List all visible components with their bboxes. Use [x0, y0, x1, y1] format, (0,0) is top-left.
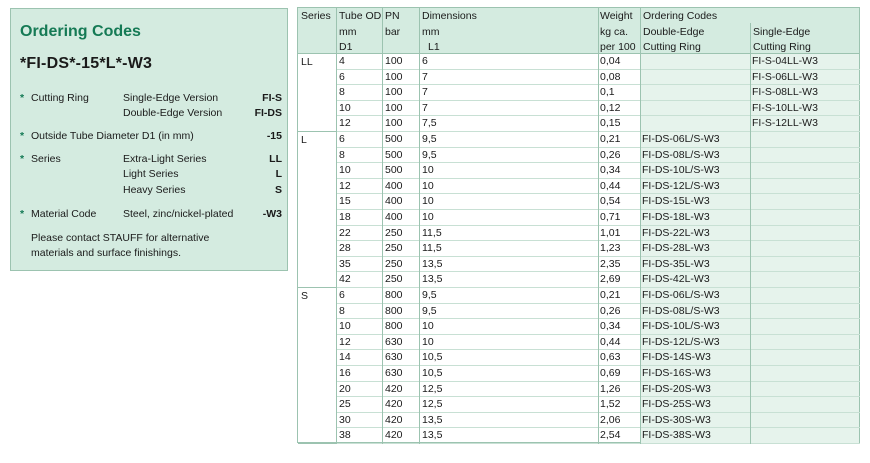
- double-edge-code-cell: FI-DS-42L-W3: [642, 273, 710, 286]
- row-label: Outside Tube Diameter D1 (in mm): [31, 130, 194, 142]
- weight-cell: 0,12: [600, 101, 621, 114]
- dimension-cell: 12,5: [422, 382, 443, 395]
- pn-cell: 500: [385, 148, 403, 161]
- dimension-cell: 11,5: [422, 242, 442, 255]
- double-edge-code-cell: FI-DS-25S-W3: [642, 398, 711, 411]
- double-edge-code-cell: FI-DS-06L/S-W3: [642, 289, 720, 301]
- ordering-code-row: [20, 207, 282, 222]
- tube-od-cell: 6: [339, 289, 345, 301]
- tube-od-cell: 10: [339, 320, 351, 333]
- weight-cell: 2,54: [600, 429, 621, 442]
- weight-cell: 0,34: [600, 320, 621, 333]
- row-code: L: [275, 168, 282, 180]
- tube-od-cell: 16: [339, 367, 351, 379]
- table-header: [297, 7, 860, 54]
- single-edge-code-cell: FI-S-04LL-W3: [752, 55, 818, 67]
- row-label: Cutting Ring: [31, 92, 89, 104]
- weight-cell: 0,54: [600, 195, 621, 208]
- series-cell: L: [298, 132, 337, 288]
- header-ordering-codes: Ordering Codes Double-Edge Cutting Ring: [643, 10, 718, 53]
- note-line: materials and surface finishings.: [31, 247, 181, 259]
- dimension-cell: 9,5: [422, 304, 437, 317]
- double-edge-code-cell: FI-DS-14S-W3: [642, 351, 711, 364]
- dimension-cell: 7,5: [422, 117, 437, 130]
- double-edge-code-cell: FI-DS-15L-W3: [642, 195, 710, 208]
- tube-od-cell: 22: [339, 226, 351, 239]
- pn-cell: 100: [385, 117, 403, 130]
- double-edge-code-cell: FI-DS-08L/S-W3: [642, 148, 720, 161]
- double-edge-code-cell: FI-DS-18L-W3: [642, 211, 710, 223]
- dimension-cell: 10: [422, 211, 434, 223]
- header-single-edge: Single-Edge Cutting Ring: [753, 25, 811, 53]
- tube-od-cell: 25: [339, 398, 351, 411]
- row-bullet: *: [20, 130, 25, 142]
- ordering-codes-panel: [10, 8, 288, 271]
- dimension-cell: 10: [422, 179, 434, 192]
- column-divider: [382, 54, 383, 444]
- pn-cell: 400: [385, 179, 403, 192]
- ordering-code-pattern: *FI-DS*-15*L*-W3: [20, 55, 153, 72]
- dimension-cell: 7: [422, 70, 428, 83]
- single-edge-code-cell: FI-S-06LL-W3: [752, 70, 818, 83]
- pn-cell: 100: [385, 101, 403, 114]
- weight-cell: 1,01: [600, 226, 621, 239]
- dimension-cell: 10: [422, 164, 434, 177]
- tube-od-cell: 42: [339, 273, 351, 286]
- tube-od-cell: 12: [339, 335, 351, 348]
- column-divider: [336, 54, 337, 444]
- weight-cell: 0,1: [600, 86, 615, 99]
- double-edge-code-cell: FI-DS-10L/S-W3: [642, 320, 720, 333]
- series-cell: LL: [298, 54, 337, 132]
- pn-cell: 400: [385, 211, 403, 223]
- tube-od-cell: 10: [339, 164, 351, 177]
- row-description: Single-Edge Version: [123, 92, 219, 104]
- row-code: FI-DS: [254, 107, 282, 119]
- row-description: Light Series: [123, 168, 179, 180]
- column-divider: [640, 54, 641, 444]
- row-bullet: *: [20, 92, 25, 104]
- pn-cell: 250: [385, 273, 403, 286]
- table-body: [297, 54, 860, 443]
- weight-cell: 0,15: [600, 117, 621, 130]
- ordering-code-row: [20, 91, 282, 106]
- double-edge-code-cell: FI-DS-30S-W3: [642, 413, 711, 426]
- pn-cell: 630: [385, 367, 403, 379]
- dimension-cell: 9,5: [422, 133, 437, 145]
- dimension-cell: 10,5: [422, 367, 443, 379]
- pn-cell: 420: [385, 382, 403, 395]
- weight-cell: 2,06: [600, 413, 621, 426]
- double-edge-code-cell: FI-DS-08L/S-W3: [642, 304, 720, 317]
- tube-od-cell: 6: [339, 70, 345, 83]
- tube-od-cell: 6: [339, 133, 345, 145]
- double-edge-code-cell: FI-DS-12L/S-W3: [642, 335, 720, 348]
- weight-cell: 0,71: [600, 211, 621, 223]
- weight-cell: 0,44: [600, 179, 621, 192]
- tube-od-cell: 30: [339, 413, 351, 426]
- weight-cell: 0,26: [600, 304, 621, 317]
- weight-cell: 0,21: [600, 289, 621, 301]
- double-edge-code-cell: FI-DS-28L-W3: [642, 242, 710, 255]
- tube-od-cell: 10: [339, 101, 351, 114]
- row-description: Steel, zinc/nickel-plated: [123, 208, 234, 220]
- double-edge-code-cell: FI-DS-10L/S-W3: [642, 164, 720, 177]
- pn-cell: 420: [385, 429, 403, 442]
- tube-od-cell: 38: [339, 429, 351, 442]
- tube-od-cell: 12: [339, 117, 351, 130]
- pn-cell: 100: [385, 70, 403, 83]
- ordering-code-row: [20, 106, 282, 121]
- ordering-code-row: [20, 183, 282, 198]
- dimension-cell: 9,5: [422, 289, 437, 301]
- note-line: Please contact STAUFF for alternative: [31, 232, 210, 244]
- tube-od-cell: 4: [339, 55, 345, 67]
- double-edge-code-cell: FI-DS-12L/S-W3: [642, 179, 720, 192]
- single-edge-code-cell: FI-S-12LL-W3: [752, 117, 818, 130]
- weight-cell: 1,52: [600, 398, 621, 411]
- pn-cell: 250: [385, 242, 403, 255]
- row-code: LL: [269, 153, 282, 165]
- column-divider: [598, 54, 599, 444]
- dimension-cell: 6: [422, 55, 428, 67]
- pn-cell: 800: [385, 289, 403, 301]
- row-description: Extra-Light Series: [123, 153, 207, 165]
- weight-cell: 0,34: [600, 164, 621, 177]
- weight-cell: 0,44: [600, 335, 621, 348]
- dimension-cell: 9,5: [422, 148, 437, 161]
- tube-od-cell: 14: [339, 351, 351, 364]
- tube-od-cell: 35: [339, 257, 351, 270]
- ordering-code-row: [20, 167, 282, 182]
- tube-od-cell: 8: [339, 304, 345, 317]
- pn-cell: 100: [385, 86, 403, 99]
- row-description: Heavy Series: [123, 184, 186, 196]
- pn-cell: 420: [385, 413, 403, 426]
- row-label: Material Code: [31, 208, 97, 220]
- dimension-cell: 7: [422, 101, 428, 114]
- pn-cell: 500: [385, 133, 403, 145]
- row-code: -W3: [262, 208, 282, 220]
- tube-od-cell: 8: [339, 86, 345, 99]
- single-edge-code-cell: FI-S-10LL-W3: [752, 101, 818, 114]
- tube-od-cell: 8: [339, 148, 345, 161]
- tube-od-cell: 20: [339, 382, 351, 395]
- tube-od-cell: 28: [339, 242, 351, 255]
- weight-cell: 2,35: [600, 257, 621, 270]
- dimension-cell: 10,5: [422, 351, 443, 364]
- weight-cell: 0,63: [600, 351, 621, 364]
- weight-cell: 0,69: [600, 367, 621, 379]
- header-tube-od: Tube OD mm D1: [339, 10, 382, 53]
- dimension-cell: 7: [422, 86, 428, 99]
- row-bullet: *: [20, 208, 25, 220]
- header-series: Series: [301, 10, 331, 22]
- weight-cell: 1,26: [600, 382, 621, 395]
- pn-cell: 400: [385, 195, 403, 208]
- row-code: S: [274, 184, 282, 196]
- tube-od-cell: 15: [339, 195, 351, 208]
- double-edge-code-cell: FI-DS-38S-W3: [642, 429, 711, 442]
- dimension-cell: 13,5: [422, 429, 443, 442]
- pn-cell: 630: [385, 335, 403, 348]
- dimension-cell: 13,5: [422, 257, 443, 270]
- weight-cell: 0,08: [600, 70, 621, 83]
- pn-cell: 250: [385, 226, 403, 239]
- row-label: Series: [31, 153, 61, 165]
- ordering-code-row: [20, 129, 282, 144]
- header-weight: Weight kg ca. per 100: [600, 10, 636, 53]
- pn-cell: 420: [385, 398, 403, 411]
- column-divider: [750, 54, 751, 444]
- pn-cell: 100: [385, 55, 403, 67]
- column-divider: [419, 54, 420, 444]
- dimension-cell: 13,5: [422, 273, 443, 286]
- series-cell: S: [298, 288, 337, 444]
- row-bullet: *: [20, 153, 25, 165]
- pn-cell: 500: [385, 164, 403, 177]
- dimension-cell: 11,5: [422, 226, 442, 239]
- header-pn: PN bar: [385, 10, 401, 38]
- dimension-cell: 13,5: [422, 413, 443, 426]
- panel-title: Ordering Codes: [20, 23, 141, 40]
- pn-cell: 250: [385, 257, 403, 270]
- row-code: FI-S: [262, 92, 282, 104]
- tube-od-cell: 18: [339, 211, 351, 223]
- pn-cell: 800: [385, 304, 403, 317]
- double-edge-code-cell: FI-DS-06L/S-W3: [642, 133, 720, 145]
- double-edge-code-cell: FI-DS-16S-W3: [642, 367, 711, 379]
- contact-note: [31, 231, 281, 261]
- dimension-cell: 10: [422, 335, 434, 348]
- dimension-cell: 10: [422, 320, 434, 333]
- row-description: Double-Edge Version: [123, 107, 223, 119]
- double-edge-code-cell: FI-DS-35L-W3: [642, 257, 710, 270]
- weight-cell: 0,04: [600, 55, 621, 67]
- single-edge-code-cell: FI-S-08LL-W3: [752, 86, 818, 99]
- double-edge-code-cell: FI-DS-22L-W3: [642, 226, 710, 239]
- double-edge-code-cell: FI-DS-20S-W3: [642, 382, 711, 395]
- pn-cell: 630: [385, 351, 403, 364]
- weight-cell: 1,23: [600, 242, 621, 255]
- weight-cell: 2,69: [600, 273, 621, 286]
- weight-cell: 0,26: [600, 148, 621, 161]
- weight-cell: 0,21: [600, 133, 621, 145]
- pn-cell: 800: [385, 320, 403, 333]
- dimension-cell: 10: [422, 195, 434, 208]
- header-dimensions: Dimensions mm L1: [422, 10, 477, 53]
- tube-od-cell: 12: [339, 179, 351, 192]
- row-code: -15: [266, 130, 282, 142]
- dimension-cell: 12,5: [422, 398, 443, 411]
- ordering-code-row: [20, 152, 282, 167]
